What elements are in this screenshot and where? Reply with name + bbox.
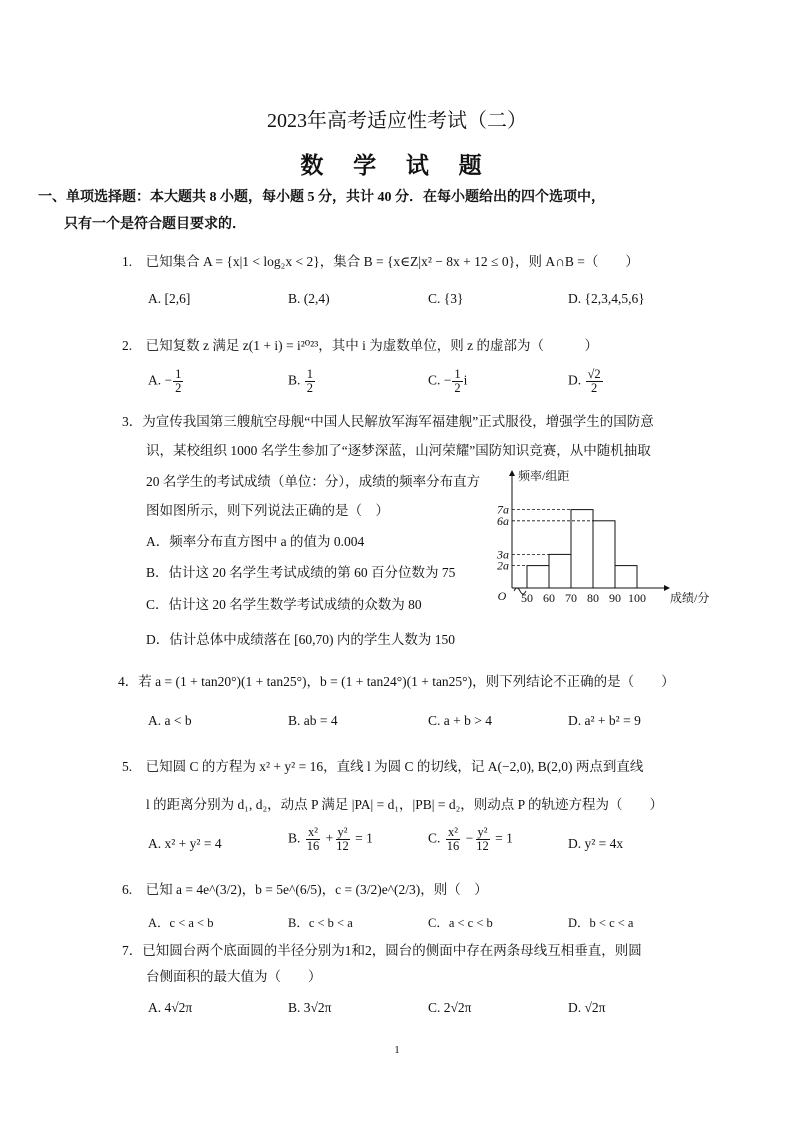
q6-option-d: D．b < c < a (568, 916, 634, 930)
chart-bars (527, 510, 637, 588)
q3-option-d: D．估计总体中成绩落在 [60,70) 内的学生人数为 150 (146, 632, 455, 647)
q7-option-a: A. 4√2π (148, 1000, 193, 1015)
q1-option-b: B. (2,4) (288, 291, 330, 306)
q2-option-d: D. $\frac{√2}{2}$ (568, 367, 601, 396)
q3-option-c: C．估计这 20 名学生数学考试成绩的众数为 80 (146, 597, 422, 612)
q3-stem-line3: 20 名学生的考试成绩（单位：分），成绩的频率分布直方 (146, 474, 481, 489)
q5-option-a: A. x² + y² = 4 (148, 836, 222, 851)
y-axis-arrow (509, 470, 515, 476)
q3-stem-line4: 图如图所示，则下列说法正确的是（ ） (146, 503, 389, 518)
q7-option-c: C. 2√2π (428, 1000, 472, 1015)
chart-axes (509, 470, 670, 594)
chart-guides (512, 510, 593, 566)
subject-title: 数 学 试 题 (300, 153, 494, 178)
q6-stem: 6. 已知 a = 4e^(3/2)，b = 5e^(6/5)，c = (3/2)e^(2/3)，则（ ） (122, 882, 488, 897)
q4-option-c: C. a + b > 4 (428, 713, 492, 728)
y-tick-label: 6a (497, 513, 509, 528)
q5-option-d: D. y² = 4x (568, 836, 624, 851)
q4-stem: 4．若 a = (1 + tan20°)(1 + tan25°)，b = (1 + tan24°)(1 + tan25°)，则下列结论不正确的是（ ） (118, 674, 675, 689)
q7-stem-line1: 7．已知圆台两个底面圆的半径分别为1和2，圆台的侧面中存在两条母线互相垂直，则圆 (122, 943, 642, 958)
chart-labels (496, 468, 709, 605)
x-tick-label: 100 (628, 591, 646, 605)
q5-option-c: C. $\frac{\text{x²}}{16}$ − $\frac{\text{y²}}{12}$ = 1 (428, 825, 513, 854)
y-tick-label: 3a (497, 547, 509, 562)
q5-stem-line2: l 的距离分别为 d₁, d₂，动点 P 满足 |PA| = d₁，|PB| = d₂，则动点 P 的轨迹方程为（ ） (146, 797, 664, 812)
q7-option-b: B. 3√2π (288, 1000, 332, 1015)
x-tick-label: 70 (565, 591, 577, 605)
section-heading-cont: 只有一个是符合题目要求的． (64, 217, 246, 232)
histogram-bar (593, 521, 615, 588)
exam-title: 2023年高考适应性考试（二） (267, 110, 527, 132)
q3-option-b: B．估计这 20 名学生考试成绩的第 60 百分位数为 75 (146, 565, 456, 580)
q5-stem-line1: 5. 已知圆 C 的方程为 x² + y² = 16，直线 l 为圆 C 的切线，记 A(−2,0), B(2,0) 两点到直线 (122, 759, 644, 774)
section-heading: 一、单项选择题：本大题共 8 小题，每小题 5 分，共计 40 分．在每小题给出的四个选项中， (38, 190, 605, 205)
frequency-histogram (488, 468, 710, 608)
q1-option-a: A. [2,6] (148, 291, 191, 306)
histogram-bar (549, 554, 571, 588)
q5-option-b: B. $\frac{\text{x²}}{16}$ + $\frac{\text{y²}}{12}$ = 1 (288, 825, 373, 854)
x-tick-label: 90 (609, 591, 621, 605)
q3-option-a: A．频率分布直方图中 a 的值为 0.004 (146, 534, 365, 549)
q3-stem-line1: 3．为宣传我国第三艘航空母舰“中国人民解放军海军福建舰”正式服役，增强学生的国防意 (122, 414, 654, 429)
q1-option-d: D. {2,3,4,5,6} (568, 291, 645, 306)
x-tick-label: 80 (587, 591, 599, 605)
q1-stem: 1. 已知集合 A = {x|1 < log₂x < 2}，集合 B = {x∈Z|x² − 8x + 12 ≤ 0}，则 A∩B =（ ） (122, 254, 639, 269)
q7-option-d: D. √2π (568, 1000, 606, 1015)
y-tick-label: 2a (497, 558, 509, 573)
origin-label: O (497, 589, 507, 603)
q6-option-b: B．c < b < a (288, 916, 353, 930)
q3-stem-line2: 识，某校组织 1000 名学生参加了“逐梦深蓝，山河荣耀”国防知识竞赛，从中随机抽取 (146, 443, 651, 458)
page-number: 1 (394, 1044, 400, 1056)
q4-option-a: A. a < b (148, 713, 192, 728)
q6-option-a: A．c < a < b (148, 916, 214, 930)
y-axis-title: 频率/组距 (518, 469, 570, 483)
histogram-bar (615, 566, 637, 588)
x-tick-label: 60 (543, 591, 555, 605)
histogram-bar (571, 510, 593, 588)
histogram-bar (527, 566, 549, 588)
q7-stem-line2: 台侧面积的最大值为（ ） (146, 969, 322, 984)
q4-option-b: B. ab = 4 (288, 713, 338, 728)
q6-option-c: C．a < c < b (428, 916, 493, 930)
q1-option-c: C. {3} (428, 291, 464, 306)
y-tick-label: 7a (497, 502, 509, 517)
q2-option-a: A. − $\frac{1}{2}$ (148, 367, 182, 396)
q2-stem: 2. 已知复数 z 满足 z(1 + i) = i²⁰²³，其中 i 为虚数单位，则 z 的虚部为（ ） (122, 338, 598, 353)
q2-option-b: B. $\frac{1}{2}$ (288, 367, 314, 396)
q4-option-d: D. a² + b² = 9 (568, 713, 641, 728)
x-axis-title: 成绩/分 (670, 591, 710, 605)
x-tick-label: 50 (521, 591, 533, 605)
q2-option-c: C. − $\frac{1}{2}$ i (428, 367, 468, 396)
